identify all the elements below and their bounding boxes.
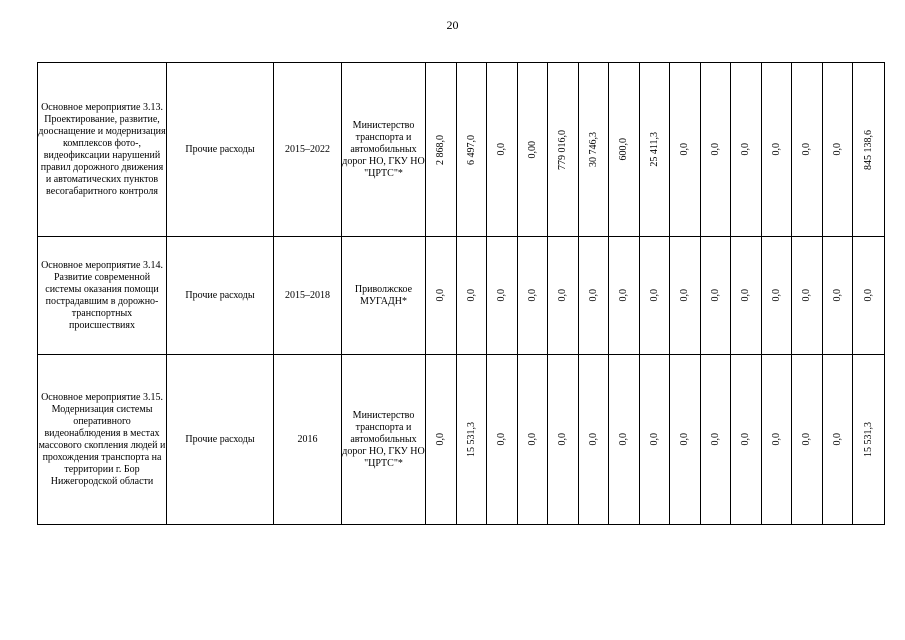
value-text: 0,0	[648, 289, 660, 302]
total-cell	[853, 355, 885, 525]
value-text: 0,0	[740, 289, 751, 302]
value-cell	[823, 63, 853, 237]
value-cell	[701, 63, 731, 237]
value-cell	[548, 355, 579, 525]
value-cell	[670, 355, 701, 525]
measure-name-cell: Основное мероприятие 3.13. Проектирование, развитие, дооснащение и модернизация комплексов фото-, видеофиксации нарушений правил дорожного движения и автоматических пунктов весогабаритного контроля	[38, 63, 167, 237]
value-text: 6 497,0	[465, 134, 477, 165]
value-text: 0,0	[709, 289, 721, 302]
total-text: 845 138,6	[862, 129, 874, 170]
value-text: 0,0	[679, 433, 690, 446]
value-cell	[701, 355, 731, 525]
value-cell	[609, 355, 640, 525]
value-text: 0,0	[801, 289, 812, 302]
value-text: 0,00	[526, 140, 538, 159]
expense-type-cell: Прочие расходы	[167, 355, 274, 525]
value-cell	[701, 237, 731, 355]
value-text: 0,0	[831, 433, 843, 446]
value-text: 0,0	[557, 289, 568, 302]
value-text: 0,0	[679, 289, 690, 302]
value-text: 0,0	[740, 143, 751, 156]
value-text: 0,0	[801, 433, 812, 446]
value-cell	[640, 63, 670, 237]
value-cell	[762, 237, 792, 355]
value-text: 0,0	[801, 143, 812, 156]
value-text: 30 746,3	[587, 132, 599, 167]
value-cell	[457, 237, 487, 355]
value-text: 0,0	[709, 433, 721, 446]
total-text: 15 531,3	[862, 422, 874, 457]
period-cell: 2015–2022	[274, 63, 342, 237]
value-cell	[426, 237, 457, 355]
value-cell	[426, 355, 457, 525]
total-text: 0,0	[862, 289, 874, 302]
executor-cell: Министерство транспорта и автомобильных дорог НО, ГКУ НО "ЦРТС"*	[342, 355, 426, 525]
value-cell	[457, 63, 487, 237]
value-text: 0,0	[618, 433, 629, 446]
value-cell	[823, 355, 853, 525]
period-cell: 2016	[274, 355, 342, 525]
value-text: 0,0	[587, 289, 599, 302]
expense-type-cell: Прочие расходы	[167, 237, 274, 355]
value-text: 25 411,3	[648, 132, 660, 167]
value-cell	[426, 63, 457, 237]
executor-cell: Приволжское МУГАДН*	[342, 237, 426, 355]
table-row	[38, 237, 885, 355]
value-text: 0,0	[679, 143, 690, 156]
period-cell: 2015–2018	[274, 237, 342, 355]
value-cell	[609, 237, 640, 355]
value-text: 0,0	[770, 289, 782, 302]
value-text: 0,0	[831, 143, 843, 156]
page-number: 20	[446, 18, 459, 32]
table-row	[38, 355, 885, 525]
value-cell	[640, 355, 670, 525]
value-text: 0,0	[526, 289, 538, 302]
value-cell	[487, 237, 518, 355]
value-cell	[457, 355, 487, 525]
value-text: 0,0	[435, 289, 446, 302]
measure-name-cell: Основное мероприятие 3.14. Развитие современной системы оказания помощи пострадавшим в дорожно-транспортных происшествиях	[38, 237, 167, 355]
value-cell	[792, 355, 823, 525]
value-text: 15 531,3	[465, 422, 477, 457]
value-text: 0,0	[465, 289, 477, 302]
value-cell	[518, 237, 548, 355]
value-text: 0,0	[526, 433, 538, 446]
value-text: 2 868,0	[435, 134, 446, 165]
value-cell	[487, 63, 518, 237]
table-row	[38, 63, 885, 237]
value-cell	[579, 355, 609, 525]
value-text: 600,0	[618, 138, 629, 161]
value-text: 0,0	[770, 433, 782, 446]
value-text: 0,0	[740, 433, 751, 446]
value-cell	[548, 63, 579, 237]
value-cell	[487, 355, 518, 525]
value-text: 0,0	[496, 143, 507, 156]
value-text: 0,0	[831, 289, 843, 302]
value-text: 0,0	[496, 289, 507, 302]
value-cell	[792, 63, 823, 237]
value-cell	[609, 63, 640, 237]
value-text: 0,0	[557, 433, 568, 446]
value-cell	[731, 63, 762, 237]
value-cell	[670, 63, 701, 237]
value-text: 0,0	[496, 433, 507, 446]
total-cell	[853, 63, 885, 237]
value-text: 0,0	[648, 433, 660, 446]
value-text: 0,0	[435, 433, 446, 446]
value-cell	[518, 355, 548, 525]
measure-name-cell: Основное мероприятие 3.15. Модернизация системы оперативного видеонаблюдения в местах массового скопления людей и прохождения транспорта на территории г. Бор Нижегородской области	[38, 355, 167, 525]
executor-cell: Министерство транспорта и автомобильных дорог НО, ГКУ НО "ЦРТС"*	[342, 63, 426, 237]
budget-table	[37, 62, 885, 525]
value-cell	[731, 355, 762, 525]
value-text: 779 016,0	[557, 129, 568, 170]
value-text: 0,0	[587, 433, 599, 446]
value-text: 0,0	[618, 289, 629, 302]
value-cell	[518, 63, 548, 237]
value-cell	[731, 237, 762, 355]
value-cell	[670, 237, 701, 355]
value-cell	[579, 63, 609, 237]
value-text: 0,0	[709, 143, 721, 156]
expense-type-cell: Прочие расходы	[167, 63, 274, 237]
value-cell	[762, 355, 792, 525]
value-text: 0,0	[770, 143, 782, 156]
value-cell	[548, 237, 579, 355]
value-cell	[640, 237, 670, 355]
total-cell	[853, 237, 885, 355]
value-cell	[762, 63, 792, 237]
value-cell	[579, 237, 609, 355]
value-cell	[823, 237, 853, 355]
value-cell	[792, 237, 823, 355]
